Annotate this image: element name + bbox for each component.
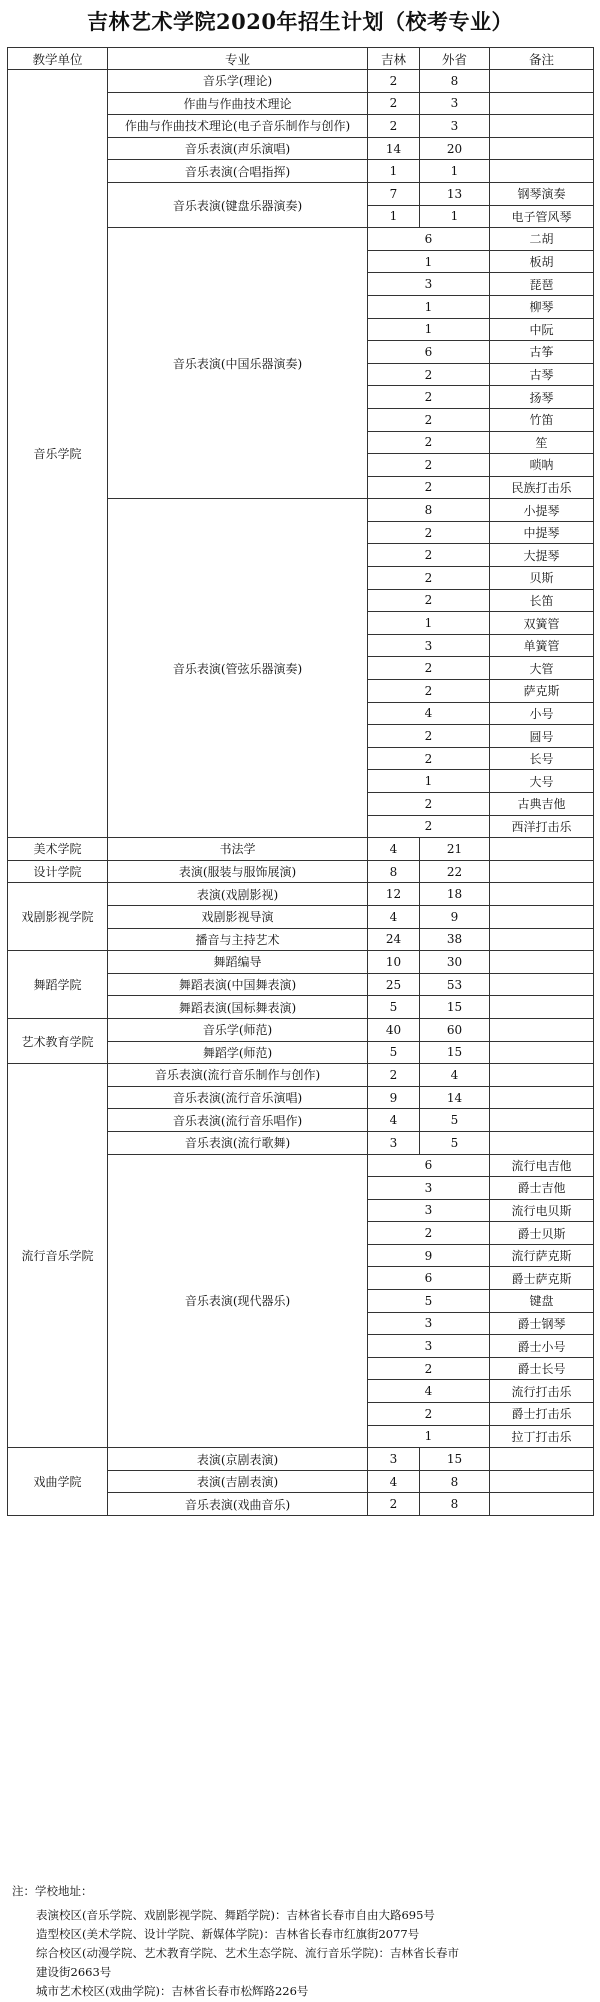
- major-cell: 播音与主持艺术: [108, 928, 368, 951]
- quota-jilin-cell: 2: [368, 1493, 420, 1516]
- quota-jilin-cell: 4: [368, 905, 420, 928]
- major-cell: 音乐表演(键盘乐器演奏): [108, 182, 368, 227]
- quota-other-cell: 18: [420, 883, 490, 906]
- major-cell: 音乐表演(流行音乐唱作): [108, 1109, 368, 1132]
- quota-merged-cell: 1: [368, 612, 490, 635]
- quota-merged-cell: 2: [368, 725, 490, 748]
- table-row: [8, 1064, 594, 1087]
- quota-other-cell: 8: [420, 1493, 490, 1516]
- remark-cell: 民族打击乐: [490, 476, 594, 499]
- major-cell: 音乐表演(戏曲音乐): [108, 1493, 368, 1516]
- quota-merged-cell: 2: [368, 363, 490, 386]
- page-title: 吉林艺术学院2020年招生计划（校考专业）: [87, 9, 513, 34]
- quota-jilin-cell: 4: [368, 838, 420, 861]
- address-line: 城市艺术校区(戏曲学院)：吉林省长春市松辉路226号: [36, 1984, 309, 1998]
- quota-other-cell: 30: [420, 951, 490, 974]
- remark-cell: [490, 838, 594, 861]
- unit-cell: 戏剧影视学院: [8, 883, 108, 951]
- quota-merged-cell: 4: [368, 702, 490, 725]
- quota-merged-cell: 6: [368, 1267, 490, 1290]
- quota-other-cell: 60: [420, 1018, 490, 1041]
- remark-cell: 长笛: [490, 589, 594, 612]
- quota-jilin-cell: 4: [368, 1109, 420, 1132]
- quota-jilin-cell: 2: [368, 1064, 420, 1087]
- remark-cell: 古筝: [490, 341, 594, 364]
- remark-cell: [490, 1109, 594, 1132]
- quota-other-cell: 1: [420, 160, 490, 183]
- remark-cell: 贝斯: [490, 567, 594, 590]
- major-cell: 表演(京剧表演): [108, 1448, 368, 1471]
- major-cell: 舞蹈编导: [108, 951, 368, 974]
- quota-other-cell: 3: [420, 92, 490, 115]
- quota-jilin-cell: 9: [368, 1086, 420, 1109]
- remark-cell: 流行萨克斯: [490, 1244, 594, 1267]
- table-body: [8, 70, 594, 1516]
- major-cell: 音乐表演(流行音乐演唱): [108, 1086, 368, 1109]
- quota-other-cell: 22: [420, 860, 490, 883]
- quota-merged-cell: 1: [368, 1425, 490, 1448]
- table-row: [8, 838, 594, 861]
- remark-cell: [490, 905, 594, 928]
- remark-cell: [490, 1086, 594, 1109]
- remark-cell: 爵士小号: [490, 1335, 594, 1358]
- quota-merged-cell: 6: [368, 341, 490, 364]
- quota-jilin-cell: 3: [368, 1131, 420, 1154]
- quota-merged-cell: 2: [368, 567, 490, 590]
- quota-merged-cell: 3: [368, 634, 490, 657]
- major-cell: 音乐学(师范): [108, 1018, 368, 1041]
- remark-cell: 唢呐: [490, 454, 594, 477]
- quota-jilin-cell: 25: [368, 973, 420, 996]
- header-other-provinces: 外省: [420, 48, 490, 70]
- unit-cell: 音乐学院: [8, 70, 108, 838]
- quota-merged-cell: 2: [368, 657, 490, 680]
- remark-cell: 大管: [490, 657, 594, 680]
- remark-cell: 古典吉他: [490, 793, 594, 816]
- remark-cell: [490, 1131, 594, 1154]
- remark-cell: [490, 92, 594, 115]
- quota-jilin-cell: 5: [368, 996, 420, 1019]
- quota-merged-cell: 2: [368, 521, 490, 544]
- unit-cell: 设计学院: [8, 860, 108, 883]
- remark-cell: [490, 1493, 594, 1516]
- quota-merged-cell: 1: [368, 770, 490, 793]
- quota-jilin-cell: 2: [368, 92, 420, 115]
- major-cell: 音乐表演(流行歌舞): [108, 1131, 368, 1154]
- remark-cell: [490, 951, 594, 974]
- major-cell: 音乐表演(管弦乐器演奏): [108, 499, 368, 838]
- remark-cell: 古琴: [490, 363, 594, 386]
- quota-merged-cell: 1: [368, 250, 490, 273]
- major-cell: 音乐表演(流行音乐制作与创作): [108, 1064, 368, 1087]
- unit-cell: 舞蹈学院: [8, 951, 108, 1019]
- quota-other-cell: 8: [420, 1470, 490, 1493]
- quota-other-cell: 8: [420, 70, 490, 93]
- remark-cell: 流行打击乐: [490, 1380, 594, 1403]
- major-cell: 舞蹈表演(中国舞表演): [108, 973, 368, 996]
- remark-cell: 键盘: [490, 1290, 594, 1313]
- major-cell: 音乐表演(中国乐器演奏): [108, 228, 368, 499]
- quota-jilin-cell: 3: [368, 1448, 420, 1471]
- unit-cell: 流行音乐学院: [8, 1064, 108, 1448]
- remark-cell: 二胡: [490, 228, 594, 251]
- remark-cell: 单簧管: [490, 634, 594, 657]
- quota-other-cell: 14: [420, 1086, 490, 1109]
- remark-cell: [490, 1448, 594, 1471]
- remark-cell: [490, 137, 594, 160]
- quota-merged-cell: 2: [368, 589, 490, 612]
- major-cell: 作曲与作曲技术理论: [108, 92, 368, 115]
- remark-cell: 西洋打击乐: [490, 815, 594, 838]
- quota-merged-cell: 3: [368, 1312, 490, 1335]
- quota-other-cell: 1: [420, 205, 490, 228]
- remark-cell: 琵琶: [490, 273, 594, 296]
- major-cell: 表演(吉剧表演): [108, 1470, 368, 1493]
- unit-cell: 戏曲学院: [8, 1448, 108, 1516]
- remark-cell: [490, 860, 594, 883]
- remark-cell: 爵士贝斯: [490, 1222, 594, 1245]
- remark-cell: 钢琴演奏: [490, 182, 594, 205]
- remark-cell: 流行电吉他: [490, 1154, 594, 1177]
- quota-jilin-cell: 5: [368, 1041, 420, 1064]
- unit-cell: 美术学院: [8, 838, 108, 861]
- remark-cell: 小提琴: [490, 499, 594, 522]
- major-cell: 音乐表演(现代器乐): [108, 1154, 368, 1448]
- quota-other-cell: 38: [420, 928, 490, 951]
- remark-cell: [490, 1018, 594, 1041]
- notes-heading: 注：学校地址：: [12, 1884, 93, 1898]
- quota-merged-cell: 3: [368, 1335, 490, 1358]
- quota-merged-cell: 3: [368, 1177, 490, 1200]
- quota-merged-cell: 2: [368, 1357, 490, 1380]
- quota-merged-cell: 3: [368, 273, 490, 296]
- table-row: [8, 70, 594, 93]
- remark-cell: 萨克斯: [490, 680, 594, 703]
- header-remarks: 备注: [490, 48, 594, 70]
- quota-jilin-cell: 7: [368, 182, 420, 205]
- major-cell: 舞蹈学(师范): [108, 1041, 368, 1064]
- quota-merged-cell: 1: [368, 295, 490, 318]
- quota-jilin-cell: 1: [368, 205, 420, 228]
- quota-merged-cell: 2: [368, 386, 490, 409]
- quota-merged-cell: 2: [368, 544, 490, 567]
- remark-cell: 爵士打击乐: [490, 1403, 594, 1426]
- quota-merged-cell: 8: [368, 499, 490, 522]
- header-jilin: 吉林: [368, 48, 420, 70]
- address-line: 表演校区(音乐学院、戏剧影视学院、舞蹈学院)：吉林省长春市自由大路695号: [36, 1908, 435, 1922]
- quota-merged-cell: 9: [368, 1244, 490, 1267]
- address-line: 综合校区(动漫学院、艺术教育学院、艺术生态学院、流行音乐学院)：吉林省长春市: [36, 1946, 459, 1960]
- remark-cell: [490, 973, 594, 996]
- remark-cell: 扬琴: [490, 386, 594, 409]
- remark-cell: 小号: [490, 702, 594, 725]
- unit-cell: 艺术教育学院: [8, 1018, 108, 1063]
- quota-merged-cell: 4: [368, 1380, 490, 1403]
- quota-other-cell: 21: [420, 838, 490, 861]
- major-cell: 音乐学(理论): [108, 70, 368, 93]
- remark-cell: [490, 1041, 594, 1064]
- remark-cell: 电子管风琴: [490, 205, 594, 228]
- remark-cell: 圆号: [490, 725, 594, 748]
- quota-jilin-cell: 2: [368, 115, 420, 138]
- remark-cell: 柳琴: [490, 295, 594, 318]
- quota-merged-cell: 3: [368, 1199, 490, 1222]
- remark-cell: [490, 1470, 594, 1493]
- remark-cell: 流行电贝斯: [490, 1199, 594, 1222]
- remark-cell: [490, 883, 594, 906]
- quota-merged-cell: 2: [368, 408, 490, 431]
- remark-cell: 竹笛: [490, 408, 594, 431]
- quota-merged-cell: 2: [368, 1403, 490, 1426]
- quota-jilin-cell: 8: [368, 860, 420, 883]
- table-row: [8, 883, 594, 906]
- remark-cell: 板胡: [490, 250, 594, 273]
- quota-jilin-cell: 4: [368, 1470, 420, 1493]
- address-line: 造型校区(美术学院、设计学院、新媒体学院)：吉林省长春市红旗街2077号: [36, 1927, 420, 1941]
- quota-other-cell: 53: [420, 973, 490, 996]
- header-major: 专业: [108, 48, 368, 70]
- remark-cell: [490, 115, 594, 138]
- major-cell: 音乐表演(合唱指挥): [108, 160, 368, 183]
- quota-other-cell: 20: [420, 137, 490, 160]
- quota-merged-cell: 2: [368, 815, 490, 838]
- quota-merged-cell: 6: [368, 228, 490, 251]
- table-row: [8, 860, 594, 883]
- quota-other-cell: 15: [420, 996, 490, 1019]
- major-cell: 作曲与作曲技术理论(电子音乐制作与创作): [108, 115, 368, 138]
- remark-cell: 爵士吉他: [490, 1177, 594, 1200]
- remark-cell: 大提琴: [490, 544, 594, 567]
- remark-cell: 中阮: [490, 318, 594, 341]
- remark-cell: 爵士钢琴: [490, 1312, 594, 1335]
- quota-merged-cell: 2: [368, 454, 490, 477]
- remark-cell: 爵士长号: [490, 1357, 594, 1380]
- quota-jilin-cell: 10: [368, 951, 420, 974]
- quota-merged-cell: 6: [368, 1154, 490, 1177]
- quota-other-cell: 15: [420, 1041, 490, 1064]
- quota-merged-cell: 5: [368, 1290, 490, 1313]
- quota-other-cell: 13: [420, 182, 490, 205]
- quota-merged-cell: 2: [368, 747, 490, 770]
- remark-cell: 双簧管: [490, 612, 594, 635]
- remark-cell: 拉丁打击乐: [490, 1425, 594, 1448]
- table-row: [8, 1018, 594, 1041]
- major-cell: 表演(服装与服饰展演): [108, 860, 368, 883]
- quota-merged-cell: 2: [368, 431, 490, 454]
- remark-cell: [490, 996, 594, 1019]
- major-cell: 书法学: [108, 838, 368, 861]
- quota-other-cell: 4: [420, 1064, 490, 1087]
- quota-merged-cell: 2: [368, 476, 490, 499]
- table-header-row: [8, 48, 594, 70]
- remark-cell: 长号: [490, 747, 594, 770]
- quota-merged-cell: 1: [368, 318, 490, 341]
- address-line: 建设街2663号: [36, 1965, 112, 1979]
- remark-cell: [490, 928, 594, 951]
- quota-jilin-cell: 2: [368, 70, 420, 93]
- remark-cell: [490, 160, 594, 183]
- quota-other-cell: 5: [420, 1131, 490, 1154]
- remark-cell: [490, 1064, 594, 1087]
- table-row: [8, 951, 594, 974]
- quota-merged-cell: 2: [368, 793, 490, 816]
- quota-other-cell: 9: [420, 905, 490, 928]
- remark-cell: 笙: [490, 431, 594, 454]
- remark-cell: [490, 70, 594, 93]
- quota-merged-cell: 2: [368, 680, 490, 703]
- quota-jilin-cell: 14: [368, 137, 420, 160]
- enrollment-plan-table: [7, 47, 594, 1516]
- remark-cell: 爵士萨克斯: [490, 1267, 594, 1290]
- table-row: [8, 1448, 594, 1471]
- quota-jilin-cell: 1: [368, 160, 420, 183]
- header-unit: 教学单位: [8, 48, 108, 70]
- quota-other-cell: 5: [420, 1109, 490, 1132]
- quota-other-cell: 3: [420, 115, 490, 138]
- quota-jilin-cell: 12: [368, 883, 420, 906]
- major-cell: 舞蹈表演(国标舞表演): [108, 996, 368, 1019]
- remark-cell: 中提琴: [490, 521, 594, 544]
- quota-jilin-cell: 24: [368, 928, 420, 951]
- quota-merged-cell: 2: [368, 1222, 490, 1245]
- quota-other-cell: 15: [420, 1448, 490, 1471]
- major-cell: 戏剧影视导演: [108, 905, 368, 928]
- major-cell: 音乐表演(声乐演唱): [108, 137, 368, 160]
- major-cell: 表演(戏剧影视): [108, 883, 368, 906]
- quota-jilin-cell: 40: [368, 1018, 420, 1041]
- remark-cell: 大号: [490, 770, 594, 793]
